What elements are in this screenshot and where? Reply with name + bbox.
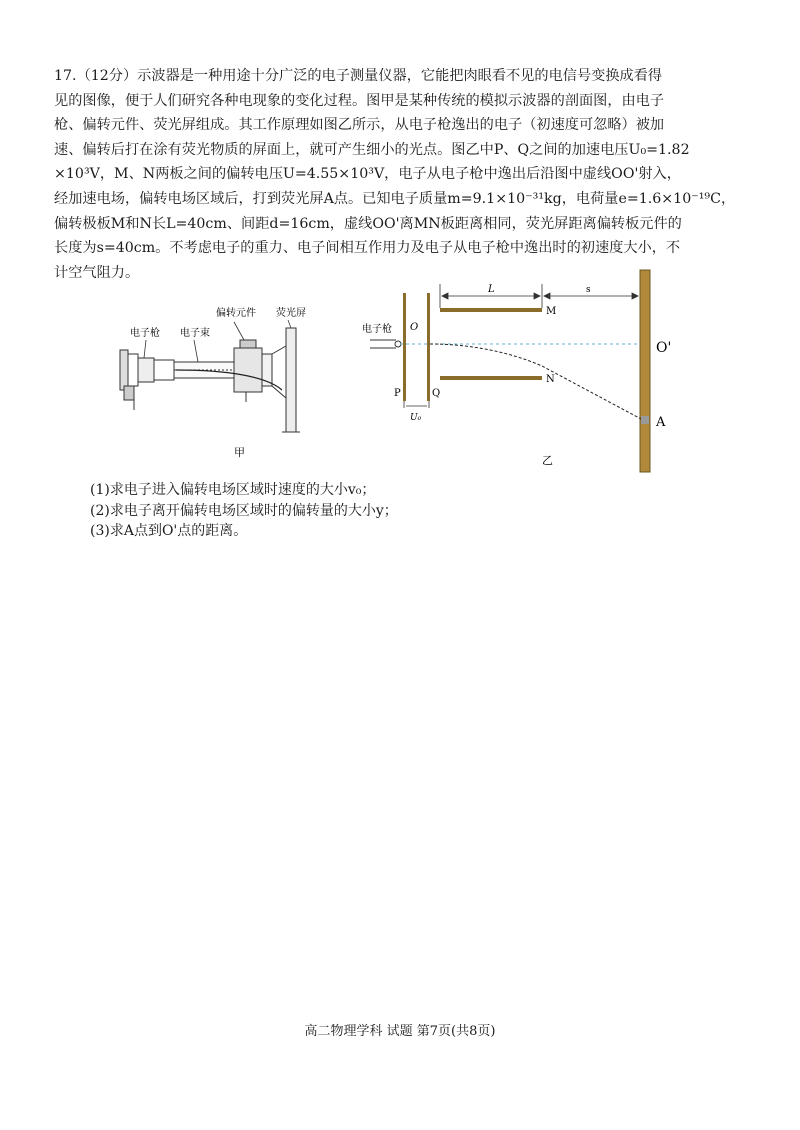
question-3: (3)求A点到O'点的距离。 bbox=[90, 523, 248, 539]
figure-b-schematic bbox=[360, 268, 690, 478]
label-P: P bbox=[394, 388, 401, 399]
label-electron-beam: 电子束 bbox=[180, 328, 210, 339]
label-Q: Q bbox=[432, 388, 441, 399]
question-list bbox=[90, 480, 690, 542]
page-footer: 高二物理学科 试题 第7页(共8页) bbox=[304, 1024, 496, 1039]
label-L: L bbox=[488, 284, 495, 295]
label-A: A bbox=[656, 415, 666, 430]
label-M: M bbox=[546, 306, 557, 317]
question-1: (1)求电子进入偏转电场区域时速度的大小v₀； bbox=[90, 482, 376, 498]
problem-line: 长度为s=40cm。不考虑电子的重力、电子间相互作用力及电子从电子枪中逸出时的初速度大小，不 bbox=[54, 240, 681, 257]
figure-a-caption: 甲 bbox=[234, 446, 245, 459]
electron-gun bbox=[370, 340, 401, 348]
label-electron-gun: 电子枪 bbox=[130, 328, 160, 339]
plate-P bbox=[403, 293, 406, 401]
plate-N bbox=[440, 376, 542, 380]
label-deflector: 偏转元件 bbox=[216, 308, 256, 319]
problem-line: 枪、偏转元件、荧光屏组成。其工作原理如图乙所示，从电子枪逸出的电子（初速度可忽略）被加 bbox=[54, 117, 665, 134]
dimension-s bbox=[544, 293, 638, 299]
figure-a-oscilloscope bbox=[116, 298, 336, 473]
problem-line: ×10³V，M、N两板之间的偏转电压U=4.55×10³V，电子从电子枪中逸出后沿图中虚线OO'射入， bbox=[54, 166, 681, 183]
problem-line: 17.（12分）示波器是一种用途十分广泛的电子测量仪器，它能把肉眼看不见的电信号变换成看得 bbox=[54, 68, 663, 84]
label-screen: 荧光屏 bbox=[276, 308, 306, 319]
dimension-U0 bbox=[404, 401, 429, 408]
label-s: s bbox=[586, 285, 591, 295]
problem-line: 经加速电场，偏转电场区域后，打到荧光屏A点。已知电子质量m=9.1×10⁻³¹kg，电荷量e=1.6×10⁻¹⁹C， bbox=[54, 190, 736, 207]
label-N: N bbox=[546, 374, 555, 385]
problem-line: 计空气阻力。 bbox=[54, 264, 140, 281]
problem-line: 见的图像，便于人们研究各种电现象的变化过程。图甲是某种传统的模拟示波器的剖面图，由电子 bbox=[54, 92, 665, 109]
problem-line: 速、偏转后打在涂有荧光物质的屏面上，就可产生细小的光点。图乙中P、Q之间的加速电压U₀=1.82 bbox=[54, 141, 690, 158]
problem-text bbox=[54, 64, 750, 285]
label-Oprime: O' bbox=[656, 340, 672, 356]
problem-line: 偏转极板M和N长L=40cm、间距d=16cm，虚线OO'离MN板距离相同，荧光屏距离偏转板元件的 bbox=[54, 215, 682, 232]
question-2: (2)求电子离开偏转电场区域时的偏转量的大小y； bbox=[90, 502, 398, 519]
label-O: O bbox=[410, 322, 419, 333]
plate-Q bbox=[427, 293, 430, 401]
screen bbox=[640, 270, 650, 472]
figure-b-caption: 乙 bbox=[542, 454, 553, 467]
label-electron-gun-b: 电子枪 bbox=[362, 324, 392, 335]
point-A-marker bbox=[641, 416, 649, 424]
electron-trajectory bbox=[430, 344, 643, 420]
oscilloscope-drawing bbox=[120, 328, 300, 432]
label-U0: U₀ bbox=[410, 413, 422, 423]
plate-M bbox=[440, 308, 542, 312]
